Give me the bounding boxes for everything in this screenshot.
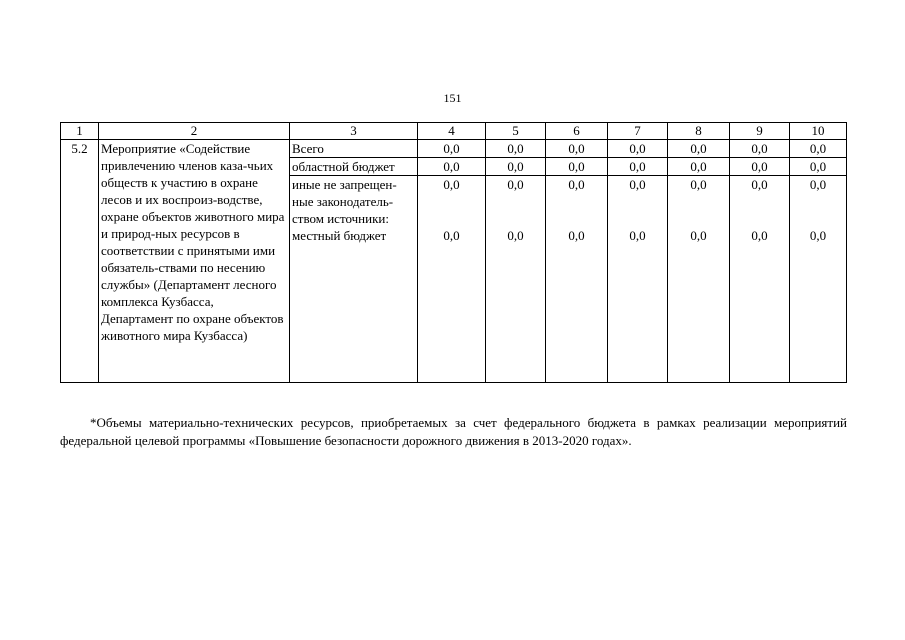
value-cell: 0,0 — [418, 158, 486, 176]
value-cell: 0,0 — [546, 158, 608, 176]
value-cell: 0,0 — [790, 140, 847, 158]
value-cell: 0,0 — [608, 158, 668, 176]
value-cell: 0,0 — [608, 140, 668, 158]
header-cell: 10 — [790, 123, 847, 140]
source-label-stack — [290, 176, 418, 383]
value-cell: 0,0 — [486, 158, 546, 176]
source-label: Всего — [290, 140, 418, 158]
header-cell: 5 — [486, 123, 546, 140]
value-cell: 0,0 — [690, 177, 707, 192]
value-stack — [418, 176, 486, 383]
value-cell: 0,0 — [629, 177, 646, 192]
header-cell: 4 — [418, 123, 486, 140]
value-stack — [546, 176, 608, 383]
source-label-line: ством источники: — [292, 211, 389, 226]
source-label: местный бюджет — [292, 228, 387, 243]
value-cell: 0,0 — [546, 140, 608, 158]
value-cell: 0,0 — [790, 158, 847, 176]
value-cell: 0,0 — [730, 140, 790, 158]
value-cell: 0,0 — [809, 228, 827, 243]
value-stack — [790, 176, 847, 383]
header-cell: 2 — [99, 123, 290, 140]
budget-table — [60, 122, 847, 383]
value-cell: 0,0 — [629, 228, 646, 243]
header-cell: 8 — [668, 123, 730, 140]
value-cell: 0,0 — [486, 140, 546, 158]
value-cell: 0,0 — [668, 140, 730, 158]
value-cell: 0,0 — [730, 158, 790, 176]
value-stack — [608, 176, 668, 383]
header-cell: 9 — [730, 123, 790, 140]
value-cell: 0,0 — [507, 228, 524, 243]
value-cell: 0,0 — [668, 158, 730, 176]
source-label-line: ные законодатель- — [292, 194, 394, 209]
value-cell: 0,0 — [418, 140, 486, 158]
page-number: 151 — [443, 91, 462, 105]
source-label-line: иные не запрещен- — [292, 177, 397, 192]
value-cell: 0,0 — [751, 177, 768, 192]
value-cell: 0,0 — [443, 177, 460, 192]
value-stack — [730, 176, 790, 383]
table-header-row — [61, 123, 847, 140]
value-cell: 0,0 — [568, 228, 585, 243]
value-stack — [668, 176, 730, 383]
value-cell: 0,0 — [443, 228, 460, 243]
value-cell: 0,0 — [690, 228, 707, 243]
header-cell: 7 — [608, 123, 668, 140]
value-cell: 0,0 — [507, 177, 524, 192]
value-cell: 0,0 — [751, 228, 768, 243]
value-stack — [486, 176, 546, 383]
header-cell: 1 — [61, 123, 99, 140]
row-description: Мероприятие «Содействие привлечению членов каза-чьих обществ к участию в охране лесов и их воспроиз-водстве, охране объектов животного мира и природ-ных ресурсов в соответствии с принятыми ими обязатель-ствами по несению службы» (Департамент лесного комплекса Кузбасса, Департамент по охране объектов животного мира Кузбасса) — [99, 140, 290, 383]
row-number: 5.2 — [61, 140, 99, 383]
value-cell: 0,0 — [809, 177, 827, 192]
header-cell: 6 — [546, 123, 608, 140]
footnote: *Объемы материально-технических ресурсов, приобретаемых за счет федерального бюджета в рамках реализации мероприятий федеральной целевой программы «Повышение безопасности дорожного движения в 2013-2020 годах». — [60, 415, 847, 448]
source-label: областной бюджет — [290, 158, 418, 176]
table-row — [61, 140, 847, 158]
header-cell: 3 — [290, 123, 418, 140]
value-cell: 0,0 — [568, 177, 585, 192]
